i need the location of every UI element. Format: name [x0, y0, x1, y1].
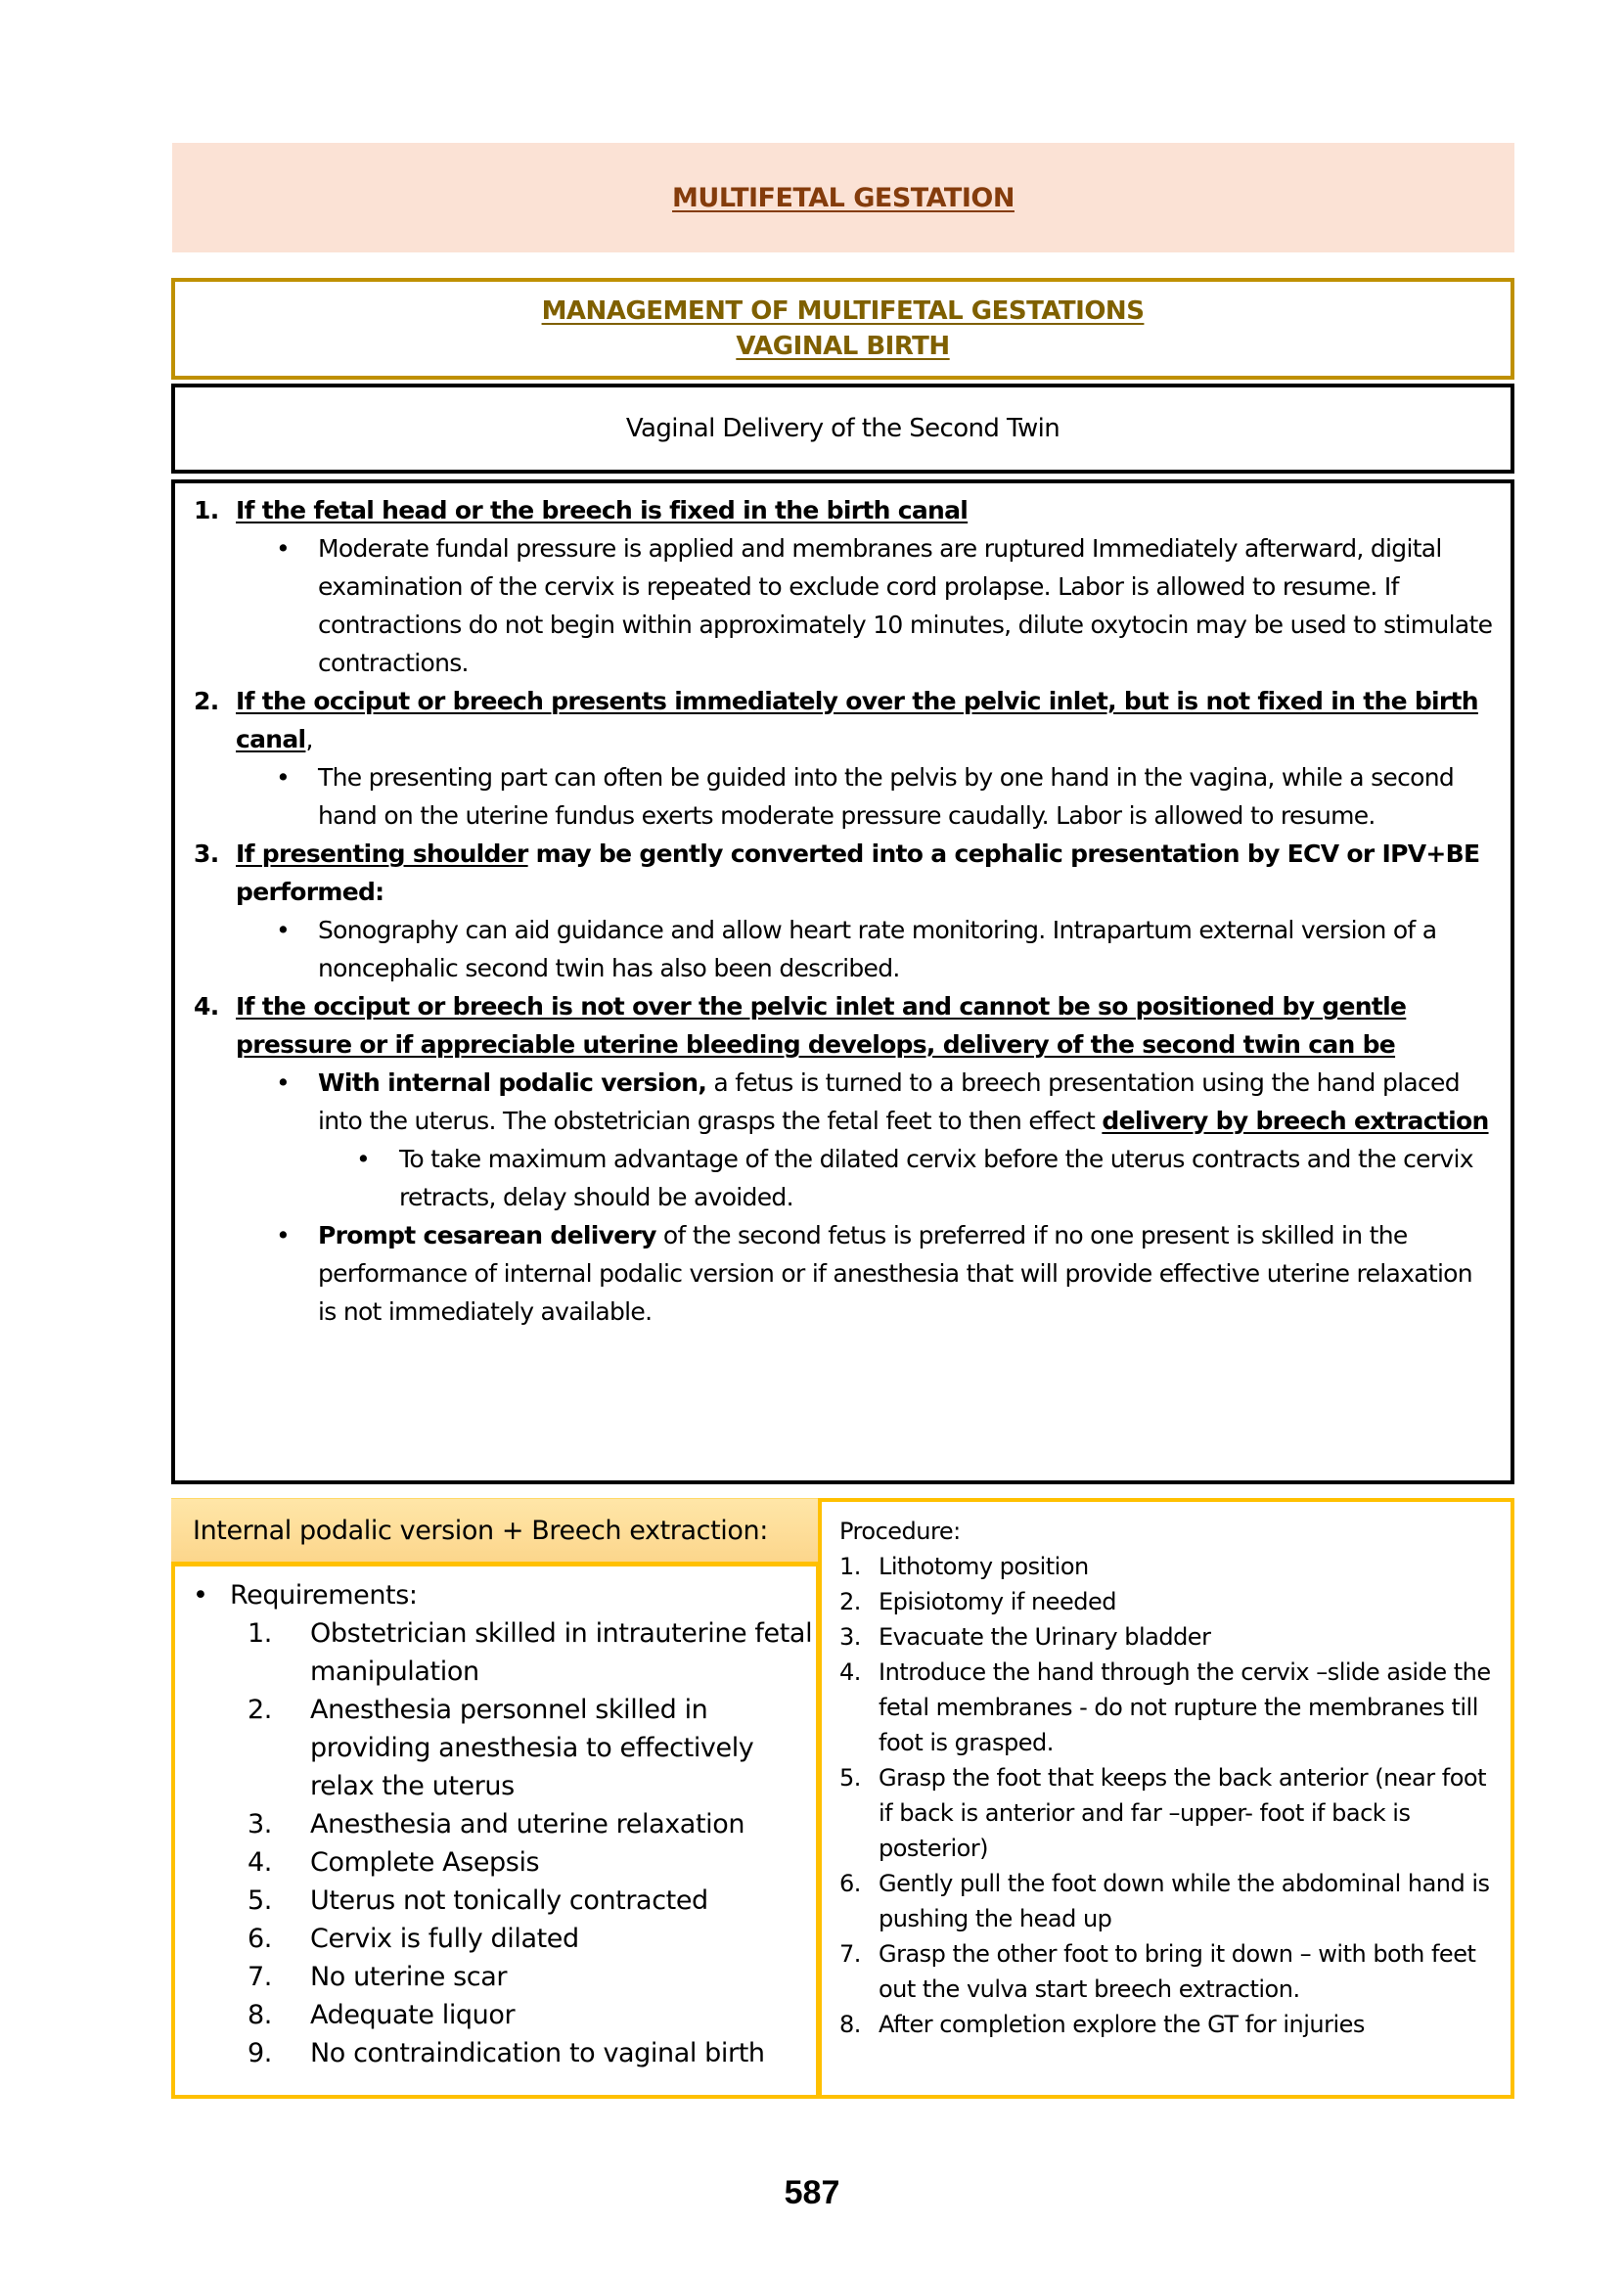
ipv-requirements-box: [171, 1498, 820, 2099]
ipv-bold: With internal podalic version,: [318, 1068, 707, 1097]
step-heading-suffix: ,: [305, 725, 313, 753]
ipv-header: Internal podalic version + Breech extraction:: [171, 1498, 820, 1566]
procedure-step: 3. Evacuate the Urinary bladder: [839, 1623, 1211, 1651]
step-item: [194, 987, 1497, 1064]
procedure-box: [818, 1498, 1514, 2099]
page-title: MULTIFETAL GESTATION: [672, 182, 1015, 213]
breech-extraction-term: delivery by breech extraction: [1102, 1107, 1489, 1135]
step-item: [194, 491, 1497, 529]
step-sub-bullet: • To take maximum advantage of the dilated cervix before the uterus contracts and the cervix retracts, delay should be avoided.: [194, 1140, 1497, 1216]
step-heading: If presenting shoulder: [236, 840, 528, 868]
procedure-step: 1. Lithotomy position: [839, 1553, 1089, 1580]
requirement-item: 6. Cervix is fully dilated: [248, 1924, 579, 1954]
topic-title-box: [171, 384, 1514, 474]
procedure-step: 4. Introduce the hand through the cervix –slide aside the fetal membranes - do not rupture the membranes till foot is grasped.: [839, 1658, 1491, 1756]
step-bullet-ipv: [194, 1064, 1497, 1140]
step-bullet: • Moderate fundal pressure is applied and membranes are ruptured Immediately afterward, digital examination of the cervix is repeated to exclude cord prolapse. Labor is allowed to resume. If contractions do not begin within approximately 10 minutes, dilute oxytocin may be used to stimulate contractions.: [194, 529, 1497, 682]
requirement-item: 1. Obstetrician skilled in intrauterine fetal manipulation: [248, 1618, 813, 1687]
page-number: 587: [784, 2174, 840, 2211]
procedure-step: 5. Grasp the foot that keeps the back anterior (near foot if back is anterior and far –upper- foot if back is posterior): [839, 1764, 1486, 1862]
step-item: [194, 835, 1497, 911]
requirement-item: 3. Anesthesia and uterine relaxation: [248, 1809, 745, 1839]
step-heading: If the occiput or breech is not over the pelvic inlet and cannot be so positioned by gentle pressure or if appreciable uterine bleeding develops, delivery of the second twin can be: [236, 992, 1407, 1059]
procedure-step: 7. Grasp the other foot to bring it down – with both feet out the vulva start breech extraction.: [839, 1940, 1476, 2003]
section-subtitle: VAGINAL BIRTH: [736, 332, 950, 361]
requirement-item: 8. Adequate liquor: [248, 2000, 516, 2030]
section-title: MANAGEMENT OF MULTIFETAL GESTATIONS: [541, 296, 1145, 326]
step-heading: If the fetal head or the breech is fixed in the birth canal: [236, 496, 969, 524]
step-bullet: • Sonography can aid guidance and allow heart rate monitoring. Intrapartum external version of a noncephalic second twin has also been described.: [194, 911, 1497, 987]
step-number: 4.: [194, 992, 219, 1021]
procedure-step: 8. After completion explore the GT for injuries: [839, 2011, 1365, 2038]
requirements-label: • Requirements:: [191, 1576, 816, 1614]
step-heading: If the occiput or breech presents immediately over the pelvic inlet, but is not fixed in the birth canal: [236, 687, 1478, 753]
cesarean-text: of the second fetus is preferred if no one present is skilled in the performance of internal podalic version or if anesthesia that will provide effective uterine relaxation is not immediately available.: [318, 1221, 1472, 1326]
section-title-box: [171, 278, 1514, 380]
requirement-item: 7. No uterine scar: [248, 1962, 508, 1992]
requirement-item: 2. Anesthesia personnel skilled in providing anesthesia to effectively relax the uterus: [248, 1695, 754, 1801]
management-steps-box: [171, 479, 1514, 1484]
ipv-text: a fetus is turned to a breech presentation using the hand placed into the uterus. The obstetrician grasps the fetal feet to then effect: [318, 1068, 1460, 1135]
page-header-banner: [172, 143, 1514, 252]
requirement-item: 5. Uterus not tonically contracted: [248, 1885, 708, 1916]
step-number: 2.: [194, 687, 219, 715]
procedure-step: 2. Episiotomy if needed: [839, 1588, 1116, 1615]
topic-title: Vaginal Delivery of the Second Twin: [625, 414, 1060, 443]
step-number: 3.: [194, 840, 219, 868]
procedure-step: 6. Gently pull the foot down while the abdominal hand is pushing the head up: [839, 1870, 1490, 1932]
step-bullet: • The presenting part can often be guided into the pelvis by one hand in the vagina, while a second hand on the uterine fundus exerts moderate pressure caudally. Labor is allowed to resume.: [194, 758, 1497, 835]
requirement-item: 4. Complete Asepsis: [248, 1847, 540, 1878]
requirement-item: 9. No contraindication to vaginal birth: [248, 2038, 765, 2068]
procedure-label: Procedure:: [839, 1518, 961, 1545]
step-item: [194, 682, 1497, 758]
cesarean-bold: Prompt cesarean delivery: [318, 1221, 656, 1249]
step-number: 1.: [194, 496, 219, 524]
step-heading-suffix: may be gently converted into a cephalic presentation by ECV or IPV+BE performed:: [236, 840, 1480, 906]
step-bullet-cesarean: [194, 1216, 1497, 1331]
